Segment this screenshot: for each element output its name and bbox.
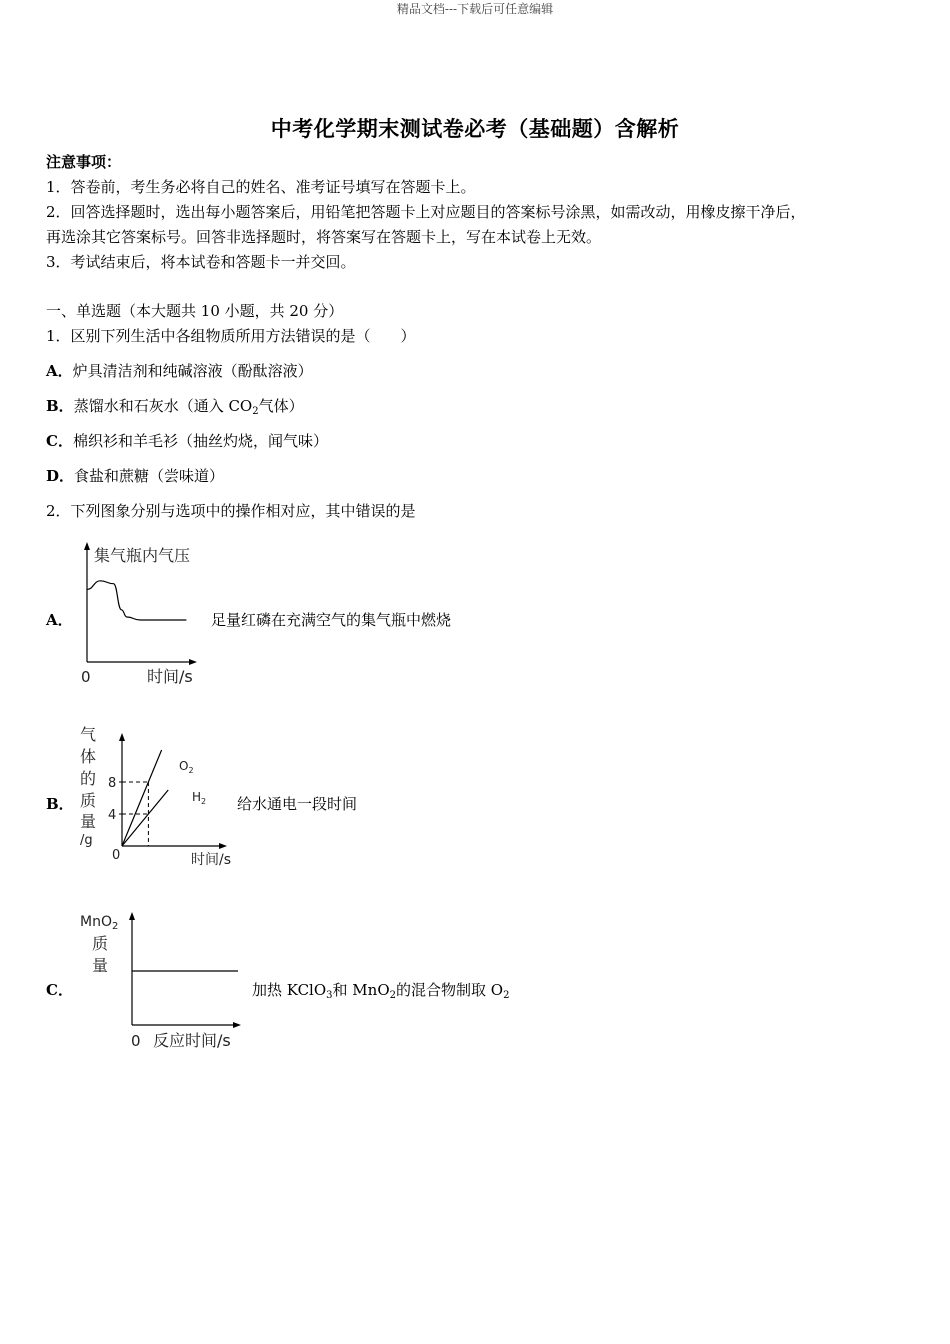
question-1-option-c	[46, 429, 328, 454]
question-2-option-c-text	[252, 978, 509, 1008]
option-letter: C．	[46, 432, 73, 450]
chart-a-ylabel: 集气瓶内气压	[94, 546, 191, 565]
notice-heading: 注意事项：	[46, 153, 122, 171]
chart-b-ylabel-char: 量	[80, 812, 97, 831]
chart-c-mno2-mass	[78, 905, 248, 1055]
question-2-option-b-text: 给水通电一段时间	[237, 795, 358, 813]
chart-c-origin: 0	[131, 1032, 141, 1050]
subscript: 2	[503, 990, 510, 1001]
chart-a-y-arrow	[84, 542, 90, 550]
question-2-option-c-letter: C．	[46, 981, 73, 999]
question-2-option-a-letter: A．	[46, 611, 73, 629]
chart-b-line-h2	[122, 790, 168, 846]
question-2-stem: 2．下列图象分别与选项中的操作相对应，其中错误的是	[46, 502, 416, 520]
question-1-stem: 1．区别下列生活中各组物质所用方法错误的是（ ）	[46, 327, 416, 345]
option-letter: A．	[46, 362, 73, 380]
option-letter: D．	[46, 467, 75, 485]
chart-b-line-o2	[122, 750, 162, 846]
series-name-sub: 2	[188, 766, 194, 775]
question-2-option-a-text: 足量红磷在充满空气的集气瓶中燃烧	[211, 611, 452, 629]
chart-a-origin: 0	[81, 668, 91, 686]
notice-item-2-line-2: 再选涂其它答案标号。回答非选择题时，将答案写在答题卡上，写在本试卷上无效。	[46, 228, 602, 246]
chart-b-ylabel-char: 气	[80, 725, 97, 744]
chart-c-y-arrow	[129, 912, 135, 920]
chart-b-ylabel-char: 的	[80, 769, 97, 788]
subscript: 2	[389, 990, 396, 1001]
document-title: 中考化学期末测试卷必考（基础题）含解析	[270, 116, 680, 141]
question-2-option-b-letter: B．	[46, 795, 74, 813]
chart-b-xlabel: 时间/s	[191, 852, 232, 868]
subscript: 3	[326, 990, 333, 1001]
chart-c-x-arrow	[233, 1022, 241, 1028]
series-name: H	[192, 790, 202, 804]
chart-c-ylabel	[80, 914, 118, 932]
chart-b-ylabel-char: 质	[80, 791, 97, 810]
header-note: 精品文档---下载后可任意编辑	[396, 2, 554, 16]
chart-b-ytick-label: 4	[108, 808, 117, 823]
subscript: 2	[252, 406, 259, 417]
option-text: 棉织衫和羊毛衫（抽丝灼烧，闻气味）	[72, 432, 328, 450]
chart-b-x-arrow	[219, 843, 227, 849]
chart-b-series-label-o2	[179, 759, 194, 775]
question-1-option-a	[46, 359, 313, 384]
series-name: O	[179, 759, 189, 773]
notice-item-2-line-1: 2．回答选择题时，选出每小题答案后，用铅笔把答题卡上对应题目的答案标号涂黑，如需改动，用橡皮擦干净后，	[46, 203, 806, 221]
chart-c-ylabel-line-2: 质	[92, 934, 109, 953]
option-text: 的混合物制取 O	[396, 981, 504, 999]
chart-a-x-arrow	[189, 659, 197, 665]
chart-a-pressure	[75, 540, 210, 690]
notice-item-1: 1．答卷前，考生务必将自己的姓名、准考证号填写在答题卡上。	[46, 178, 476, 196]
chart-b-ylabel-char: 体	[80, 747, 97, 766]
chart-a-xlabel: 时间/s	[147, 667, 193, 686]
chart-b-ylabel-unit: /g	[80, 833, 93, 848]
chart-b-electrolysis	[76, 722, 236, 872]
section-heading: 一、单选题（本大题共 10 小题，共 20 分）	[46, 302, 344, 320]
chart-c-xlabel: 反应时间/s	[153, 1031, 231, 1050]
chart-c-ylabel-line-3: 量	[92, 956, 109, 975]
chart-b-origin: 0	[112, 848, 121, 863]
series-name-sub: 2	[201, 797, 207, 806]
notice-item-3: 3．考试结束后，将本试卷和答题卡一并交回。	[46, 253, 356, 271]
option-text-tail: 气体）	[258, 397, 304, 415]
option-text: 炉具清洁剂和纯碱溶液（酚酞溶液）	[72, 362, 313, 380]
chart-b-ytick-label: 8	[108, 776, 117, 791]
chart-b-y-arrow	[119, 733, 125, 741]
option-text: 和 MnO	[332, 981, 390, 999]
option-text: 蒸馏水和石灰水（通入 CO	[73, 397, 253, 415]
chart-a-pressure-curve	[87, 581, 186, 620]
option-text: 食盐和蔗糖（尝味道）	[74, 467, 225, 485]
option-letter: B．	[46, 397, 74, 415]
question-1-option-d	[46, 464, 224, 489]
ylabel-text: MnO	[80, 914, 112, 930]
chart-b-series-label-h2	[192, 790, 206, 806]
option-text: 加热 KClO	[252, 981, 327, 999]
question-1-option-b	[46, 394, 304, 424]
ylabel-sub: 2	[111, 921, 119, 932]
